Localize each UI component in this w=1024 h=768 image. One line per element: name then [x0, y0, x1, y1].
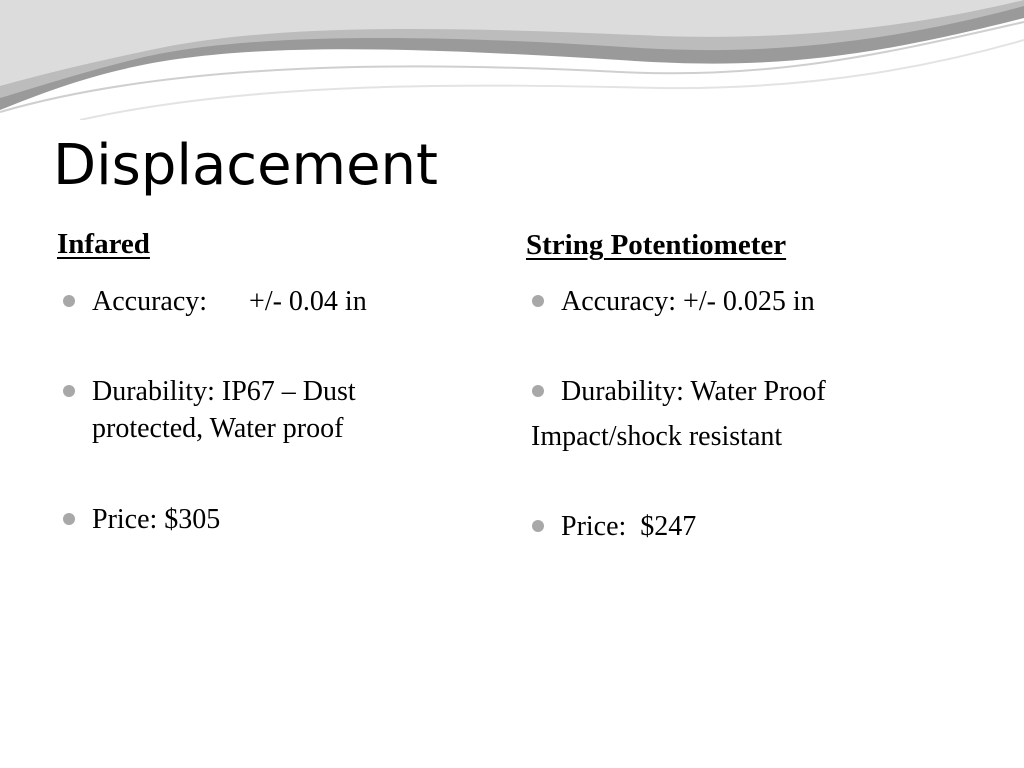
bullet-icon [63, 385, 75, 397]
slide-title: Displacement [53, 133, 438, 198]
right-item-durability: Durability: Water Proof [561, 376, 826, 407]
right-column-heading: String Potentiometer [526, 229, 787, 261]
left-item-durability-line2: protected, Water proof [92, 413, 344, 444]
header-wave-decoration [0, 0, 1024, 120]
bullet-icon [63, 513, 75, 525]
left-column-heading: Infared [57, 228, 150, 260]
bullet-icon [532, 295, 544, 307]
right-item-price: Price: $247 [561, 511, 697, 542]
left-item-durability-line1: Durability: IP67 – Dust [92, 376, 356, 407]
bullet-icon [532, 520, 544, 532]
left-item-accuracy: Accuracy: +/- 0.04 in [92, 286, 367, 317]
bullet-icon [63, 295, 75, 307]
bullet-icon [532, 385, 544, 397]
left-item-price: Price: $305 [92, 504, 221, 535]
right-item-accuracy: Accuracy: +/- 0.025 in [561, 286, 815, 317]
right-item-impact-text: Impact/shock resistant [531, 421, 783, 452]
